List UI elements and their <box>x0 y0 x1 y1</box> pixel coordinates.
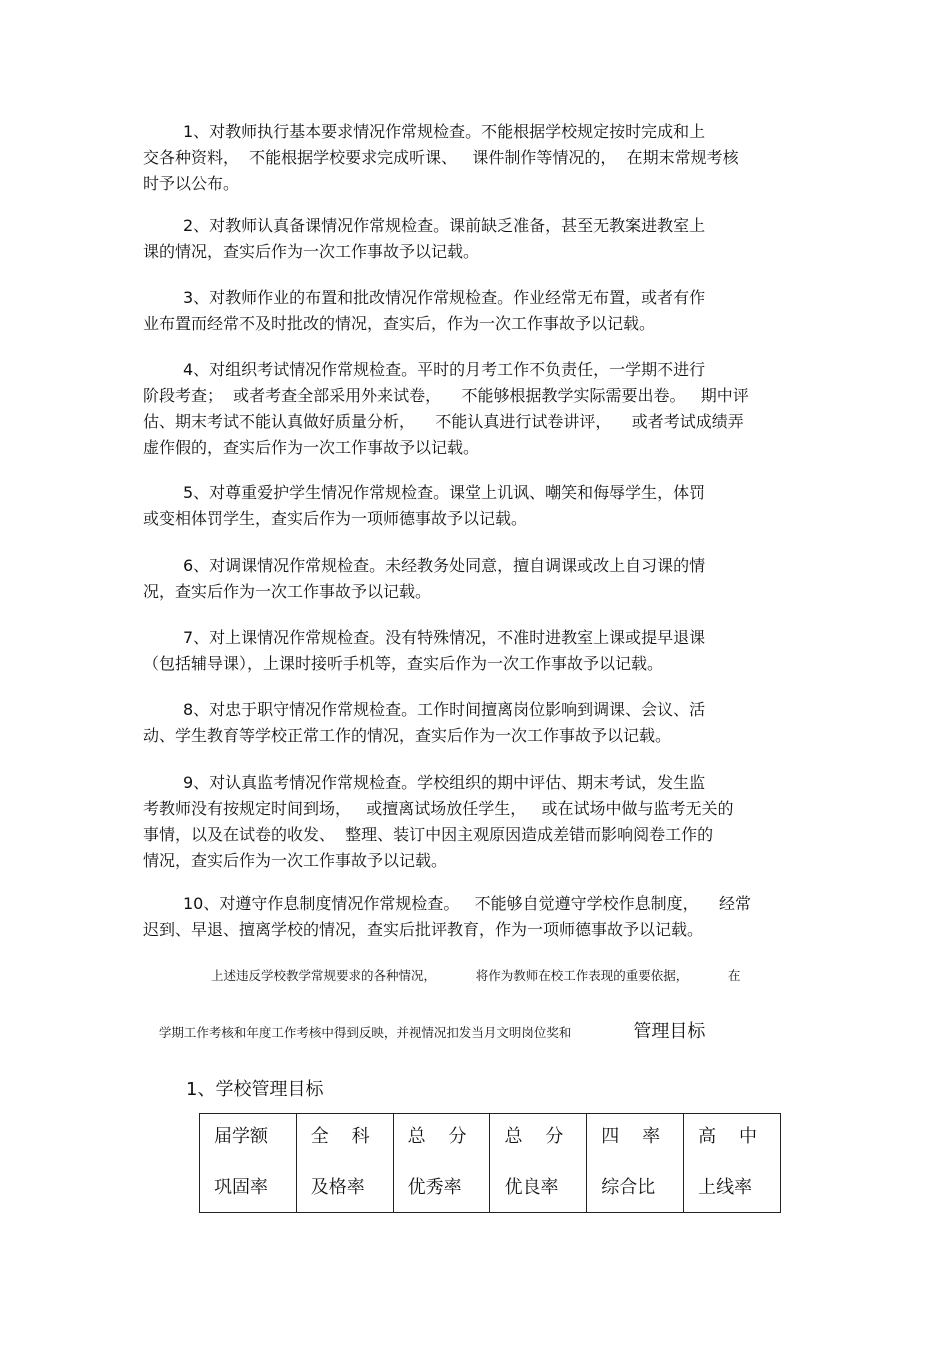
cell-line-bottom: 及格率 <box>310 1177 365 1198</box>
rule-paragraph-1 <box>143 119 809 197</box>
paragraph-line: 10、对遵守作息制度情况作常规检查。 不能够自觉遵守学校作息制度， 经常 <box>183 894 751 913</box>
cell-line-top: 四 率 <box>601 1126 661 1147</box>
summary-note-line-1: 上述违反学校教学常规要求的各种情况， 将作为教师在校工作表现的重要依据， 在 <box>211 968 741 983</box>
paragraph-line: 3、对教师作业的布置和批改情况作常规检查。作业经常无布置，或者有作 <box>183 288 706 307</box>
paragraph-line: 9、对认真监考情况作常规检查。学校组织的期中评估、期末考试，发生监 <box>183 773 706 792</box>
summary-note-text: 学期工作考核和年度工作考核中得到反映，并视情况扣发当月文明岗位奖和 <box>158 1025 572 1040</box>
paragraph-line: 情况，查实后作为一次工作事故予以记载。 <box>143 851 448 870</box>
paragraph-line: 8、对忠于职守情况作常规检查。工作时间擅离岗位影响到调课、会议、活 <box>183 700 706 719</box>
cell-line-top: 全 科 <box>310 1126 370 1147</box>
paragraph-line: 或变相体罚学生，查实后作为一项师德事故予以记载。 <box>143 509 528 528</box>
paragraph-line: 交各种资料， 不能根据学校要求完成听课、 课件制作等情况的， 在期末常规考核 <box>143 148 739 167</box>
table-cell <box>393 1114 490 1213</box>
table-cell <box>200 1114 297 1213</box>
paragraph-line: 况，查实后作为一次工作事故予以记载。 <box>143 582 432 601</box>
paragraph-line: 6、对调课情况作常规检查。未经教务处同意，擅自调课或改上自习课的情 <box>183 556 706 575</box>
paragraph-line: 2、对教师认真备课情况作常规检查。课前缺乏准备，甚至无教案进教室上 <box>183 216 706 235</box>
rule-paragraph-4 <box>143 357 809 461</box>
rule-paragraph-5 <box>143 480 809 532</box>
table-cell <box>684 1114 781 1213</box>
paragraph-line: 考教师没有按规定时间到场， 或擅离试场放任学生， 或在试场中做与监考无关的 <box>143 799 734 818</box>
paragraph-line: 事情，以及在试卷的收发、 整理、装订中因主观原因造成差错而影响阅卷工作的 <box>143 825 714 844</box>
paragraph-line: 课的情况，查实后作为一次工作事故予以记载。 <box>143 242 480 261</box>
rule-paragraph-7 <box>143 625 809 677</box>
summary-note-line-2 <box>143 1005 809 1060</box>
management-targets-table <box>199 1113 781 1213</box>
rule-paragraph-10 <box>143 891 809 943</box>
cell-line-bottom: 上线率 <box>698 1177 753 1198</box>
cell-line-bottom: 综合比 <box>601 1177 656 1198</box>
table-cell <box>490 1114 587 1213</box>
paragraph-line: （包括辅导课），上课时接听手机等，查实后作为一次工作事故予以记载。 <box>143 654 664 673</box>
section-title: 1、学校管理目标 <box>186 1079 324 1100</box>
paragraph-line: 估、期末考试不能认真做好质量分析， 不能认真进行试卷讲评， 或者考试成绩弄 <box>143 412 744 431</box>
cell-line-top: 总 分 <box>504 1126 564 1147</box>
paragraph-line: 动、学生教育等学校正常工作的情况，查实后作为一次工作事故予以记载。 <box>143 726 672 745</box>
paragraph-line: 虚作假的，查实后作为一次工作事故予以记载。 <box>143 438 480 457</box>
rule-paragraph-3 <box>143 285 809 337</box>
rule-paragraph-6 <box>143 553 809 605</box>
rule-paragraph-8 <box>143 697 809 749</box>
table-row <box>200 1114 781 1213</box>
cell-line-top: 高 中 <box>698 1126 757 1147</box>
summary-note-heading: 管理目标 <box>633 1021 706 1042</box>
paragraph-line: 时予以公布。 <box>143 174 240 193</box>
paragraph-line: 业布置而经常不及时批改的情况，查实后，作为一次工作事故予以记载。 <box>143 314 656 333</box>
table-cell <box>296 1114 393 1213</box>
rule-paragraph-9 <box>143 770 809 874</box>
paragraph-line: 迟到、早退、擅离学校的情况，查实后批评教育，作为一项师德事故予以记载。 <box>143 920 704 939</box>
rule-paragraph-2 <box>143 213 809 265</box>
cell-line-bottom: 优秀率 <box>407 1177 462 1198</box>
cell-line-bottom: 优良率 <box>504 1177 559 1198</box>
paragraph-line: 5、对尊重爱护学生情况作常规检查。课堂上讥讽、嘲笑和侮辱学生，体罚 <box>183 483 706 502</box>
cell-line-bottom: 巩固率 <box>214 1177 268 1198</box>
paragraph-line: 1、对教师执行基本要求情况作常规检查。不能根据学校规定按时完成和上 <box>183 122 706 141</box>
table-cell <box>587 1114 684 1213</box>
paragraph-line: 阶段考查； 或者考查全部采用外来试卷， 不能够根据教学实际需要出卷。 期中评 <box>143 386 749 405</box>
cell-line-top: 总 分 <box>407 1126 467 1147</box>
paragraph-line: 7、对上课情况作常规检查。没有特殊情况，不准时进教室上课或提早退课 <box>183 628 706 647</box>
paragraph-line: 4、对组织考试情况作常规检查。平时的月考工作不负责任，一学期不进行 <box>183 360 706 379</box>
cell-line-top: 届学额 <box>214 1126 268 1147</box>
